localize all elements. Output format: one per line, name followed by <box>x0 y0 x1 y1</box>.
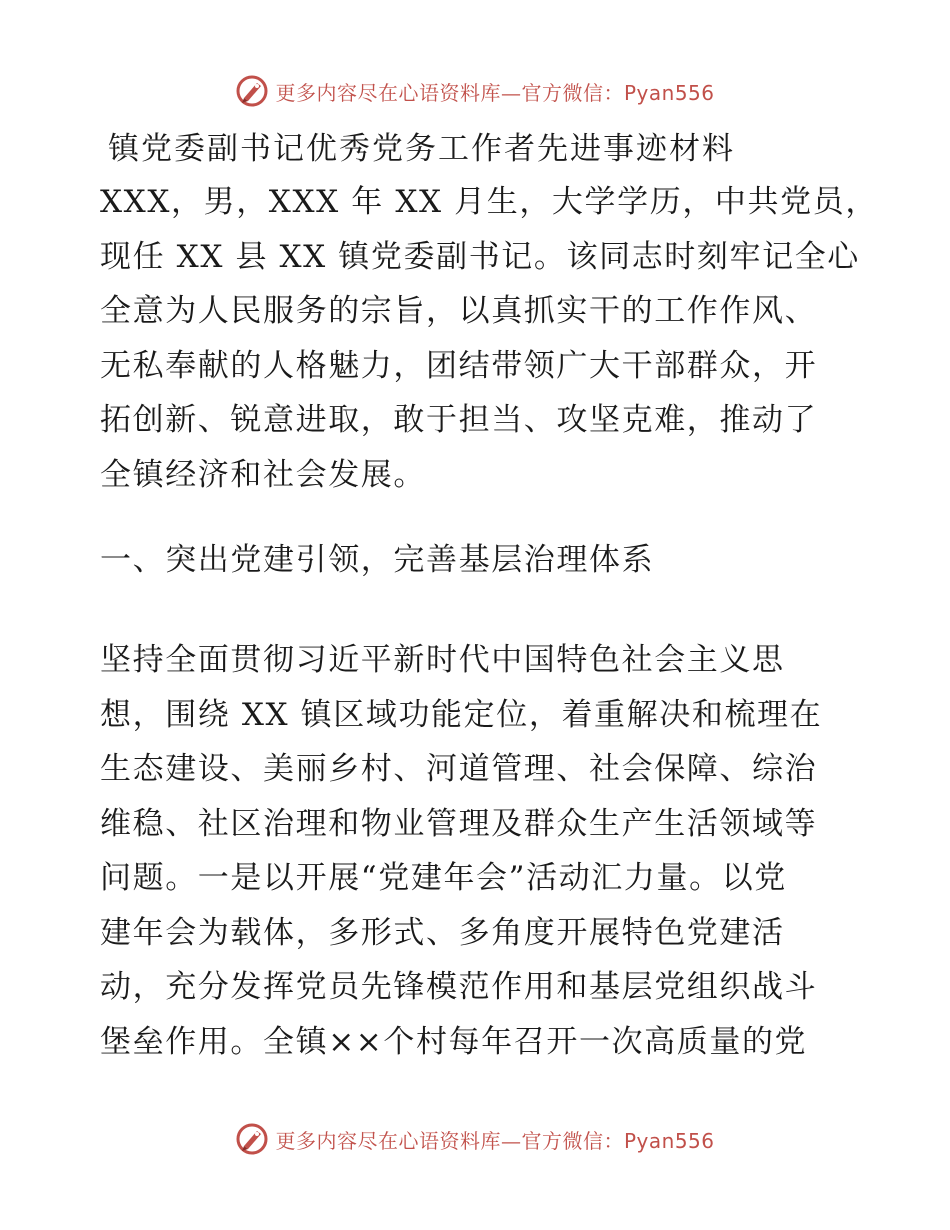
paragraph-line: XXX，男，XXX 年 XX 月生，大学学历，中共党员， <box>100 184 878 220</box>
paragraph-line: 无私奉献的人格魅力，团结带领广大干部群众，开 <box>100 347 818 384</box>
document-title: 镇党委副书记优秀党务工作者先进事迹材料 <box>108 131 735 167</box>
header-watermark <box>0 71 950 111</box>
watermark-text: 更多内容尽在心语资料库—官方微信：Pyan556 <box>275 80 715 105</box>
paragraph-line: 问题。一是以开展“党建年会”活动汇力量。以党 <box>100 860 787 896</box>
pen-nib-logo-icon <box>235 1122 269 1156</box>
paragraph-line: 想，围绕 XX 镇区域功能定位，着重解决和梳理在 <box>100 696 823 733</box>
section-1-paragraph <box>100 633 850 1069</box>
paragraph-line: 堡垒作用。全镇××个村每年召开一次高质量的党 <box>100 1023 808 1060</box>
paragraph-line: 建年会为载体，多形式、多角度开展特色党建活 <box>100 914 785 951</box>
section-heading-1: 一、突出党建引领，完善基层治理体系 <box>100 542 655 578</box>
pen-nib-logo-icon <box>235 74 269 108</box>
paragraph-line: 动，充分发挥党员先锋模范作用和基层党组织战斗 <box>100 969 818 1005</box>
paragraph-line: 生态建设、美丽乡村、河道管理、社会保障、综治 <box>100 751 818 787</box>
paragraph-line: 全意为人民服务的宗旨，以真抓实干的工作作风、 <box>100 293 818 329</box>
watermark-text: 更多内容尽在心语资料库—官方微信：Pyan556 <box>275 1128 715 1153</box>
paragraph-line: 全镇经济和社会发展。 <box>100 456 426 493</box>
intro-paragraph <box>100 175 878 502</box>
paragraph-line: 维稳、社区治理和物业管理及群众生产生活领域等 <box>100 805 818 842</box>
footer-watermark <box>0 1119 950 1159</box>
paragraph-line: 现任 XX 县 XX 镇党委副书记。该同志时刻牢记全心 <box>100 238 860 275</box>
paragraph-line: 拓创新、锐意进取，敢于担当、攻坚克难，推动了 <box>100 402 818 438</box>
paragraph-line: 坚持全面贯彻习近平新时代中国特色社会主义思 <box>100 642 785 678</box>
